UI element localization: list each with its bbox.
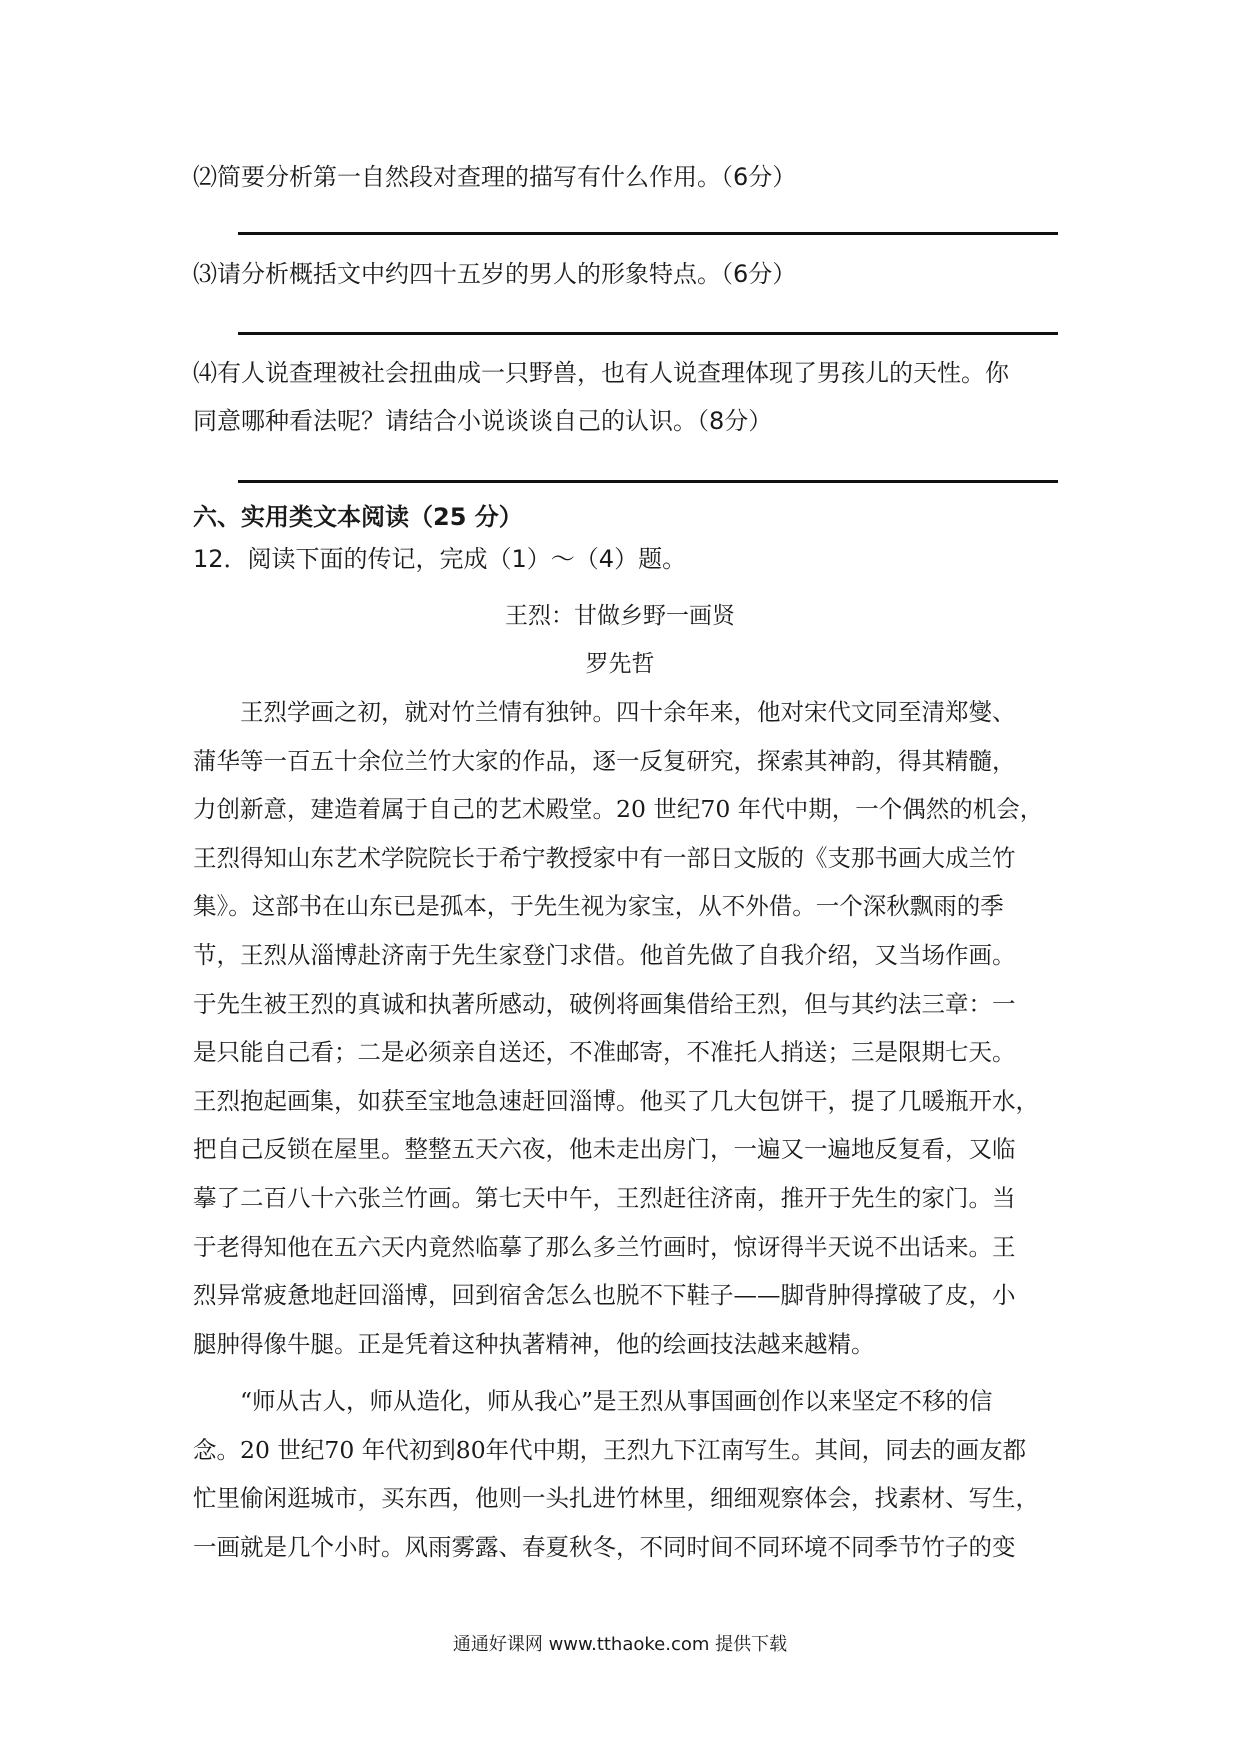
article-line: 忙里偷闲逛城市，买东西，他则一头扎进竹林里，细细观察体会，找素材、写生， xyxy=(193,1484,1039,1513)
article-line: 烈异常疲惫地赶回淄博，回到宿舍怎么也脱不下鞋子——脚背肿得撑破了皮，小 xyxy=(193,1281,1016,1310)
answer-line-4 xyxy=(238,480,1058,483)
answer-line-2 xyxy=(238,232,1058,235)
article-line: 于老得知他在五六天内竟然临摹了那么多兰竹画时，惊讶得半天说不出话来。王 xyxy=(193,1232,1016,1261)
article-line: 集》。这部书在山东已是孤本，于先生视为家宝，从不外借。一个深秋飘雨的季 xyxy=(193,892,1004,921)
question-4-line-2: 同意哪种看法呢？请结合小说谈谈自己的认识。（8分） xyxy=(193,407,773,435)
article-line: 力创新意，建造着属于自己的艺术殿堂。20 世纪70 年代中期，一个偶然的机会， xyxy=(193,795,1044,824)
article-line: 是只能自己看；二是必须亲自送还，不准邮寄，不准托人捎送；三是限期七天。 xyxy=(193,1038,1016,1067)
article-line: 把自己反锁在屋里。整整五天六夜，他未走出房门，一遍又一遍地反复看，又临 xyxy=(193,1135,1016,1164)
article-line: “师从古人，师从造化，师从我心”是王烈从事国画创作以来坚定不移的信 xyxy=(193,1387,993,1415)
article-line: 摹了二百八十六张兰竹画。第七天中午，王烈赶往济南，推开于先生的家门。当 xyxy=(193,1184,1016,1212)
article-author: 罗先哲 xyxy=(585,651,655,677)
article-line: 念。20 世纪70 年代初到80年代中期，王烈九下江南写生。其间，同去的画友都 xyxy=(193,1435,1027,1464)
article-line: 一画就是几个小时。风雨雾露、春夏秋冬，不同时间不同环境不同季节竹子的变 xyxy=(193,1532,1016,1561)
article-line: 于先生被王烈的真诚和执著所感动，破例将画集借给王烈，但与其约法三章：一 xyxy=(193,989,1016,1018)
page-footer: 通通好课网 www.tthaoke.com 提供下载 xyxy=(452,1634,788,1655)
section-instruction: 12．阅读下面的传记，完成（1）～（4）题。 xyxy=(193,545,687,573)
answer-line-3 xyxy=(238,332,1058,335)
article-line: 王烈得知山东艺术学院院长于希宁教授家中有一部日文版的《支那书画大成兰竹 xyxy=(193,843,1016,872)
article-line: 蒲华等一百五十余位兰竹大家的作品，逐一反复研究，探索其神韵，得其精髓， xyxy=(193,746,1016,775)
question-2: ⑵简要分析第一自然段对查理的描写有什么作用。（6分） xyxy=(193,163,797,191)
article-line: 节，王烈从淄博赴济南于先生家登门求借。他首先做了自我介绍，又当场作画。 xyxy=(193,941,1016,969)
section-heading: 六、实用类文本阅读（25 分） xyxy=(193,503,523,531)
article-line: 王烈抱起画集，如获至宝地急速赶回淄博。他买了几大包饼干，提了几暖瓶开水， xyxy=(193,1086,1039,1115)
question-4-line-1: ⑷有人说查理被社会扭曲成一只野兽，也有人说查理体现了男孩儿的天性。你 xyxy=(193,359,1009,387)
article-line: 腿肿得像牛腿。正是凭着这种执著精神，他的绘画技法越来越精。 xyxy=(193,1329,875,1358)
question-3: ⑶请分析概括文中约四十五岁的男人的形象特点。（6分） xyxy=(193,260,797,288)
article-title: 王烈：甘做乡野一画贤 xyxy=(505,603,735,629)
article-line: 王烈学画之初，就对竹兰情有独钟。四十余年来，他对宋代文同至清郑燮、 xyxy=(193,698,1016,726)
